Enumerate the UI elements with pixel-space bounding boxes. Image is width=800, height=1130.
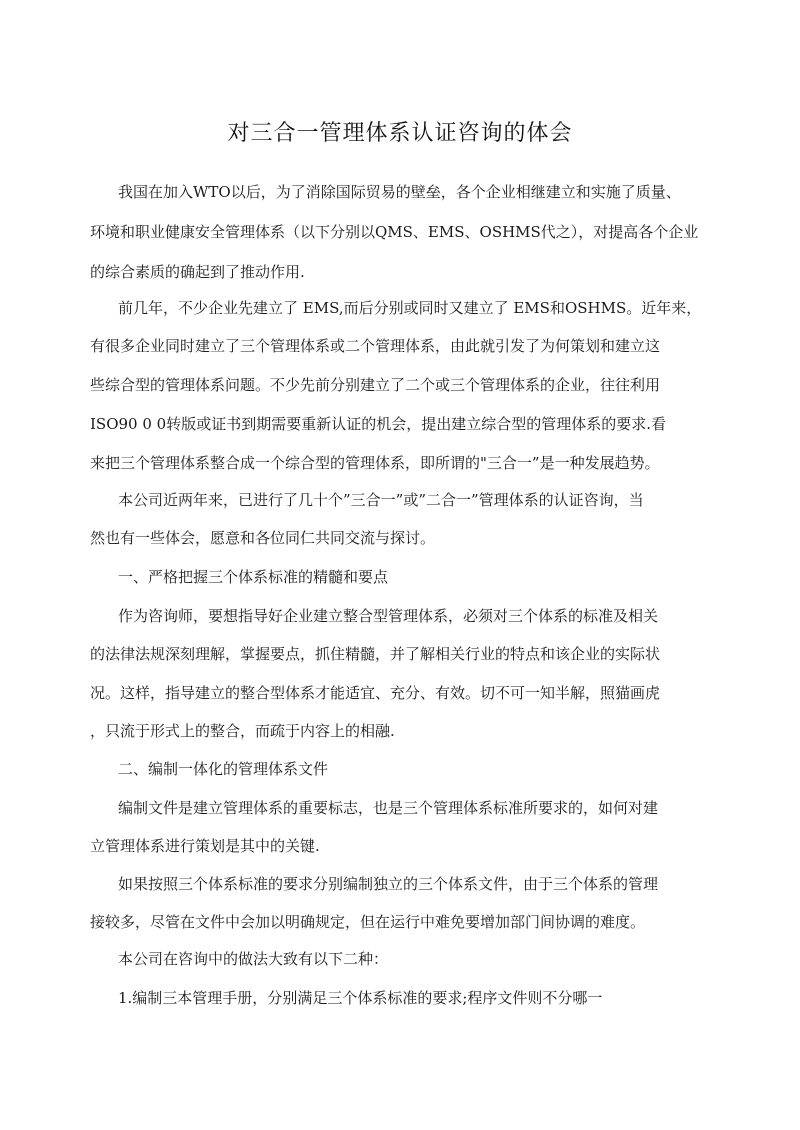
text-line: 的法律法规深刻理解，掌握要点，抓住精髓，并了解相关行业的特点和该企业的实际状 xyxy=(90,645,661,663)
text-line: 然也有一些体会，愿意和各位同仁共同交流与探讨。 xyxy=(90,529,436,547)
text-line: 环境和职业健康安全管理体系（以下分别以QMS、EMS、OSHMS代之），对提高各个企业 xyxy=(90,223,699,241)
section-heading: 二、编制一体化的管理体系文件 xyxy=(118,760,329,778)
document-title: 对三合一管理体系认证咨询的体会 xyxy=(227,121,573,146)
text-line: 的综合素质的确起到了推动作用. xyxy=(90,263,305,281)
text-line: ISO90 0 0转版或证书到期需要重新认证的机会，提出建立综合型的管理体系的要求.看 xyxy=(90,415,666,433)
text-line: 如果按照三个体系标准的要求分别编制独立的三个体系文件，由于三个体系的管理 xyxy=(118,875,659,893)
text-line: 作为咨询师，要想指导好企业建立整合型管理体系，必须对三个体系的标准及相关 xyxy=(118,607,659,625)
text-line: 些综合型的管理体系问题。不少先前分别建立了二个或三个管理体系的企业，往往利用 xyxy=(90,376,661,394)
section-heading: 一、严格把握三个体系标准的精髓和要点 xyxy=(118,568,389,586)
list-item: 1.编制三本管理手册，分别满足三个体系标准的要求;程序文件则不分哪一 xyxy=(118,989,603,1007)
text-line: 有很多企业同时建立了三个管理体系或二个管理体系，由此就引发了为何策划和建立这 xyxy=(90,337,661,355)
text-line: 况。这样，指导建立的整合型体系才能适宜、充分、有效。切不可一知半解，照猫画虎 xyxy=(90,684,661,702)
text-line: 编制文件是建立管理体系的重要标志，也是三个管理体系标准所要求的，如何对建 xyxy=(118,799,659,817)
text-line: 本公司在咨询中的做法大致有以下二种： xyxy=(118,950,389,968)
text-line: 前几年，不少企业先建立了 EMS,而后分别或同时又建立了 EMS和OSHMS。近年来， xyxy=(118,299,702,317)
text-line: ，只流于形式上的整合，而疏于内容上的相融. xyxy=(90,722,395,740)
text-line: 立管理体系进行策划是其中的关键. xyxy=(90,837,320,855)
text-line: 接较多，尽管在文件中会加以明确规定，但在运行中难免要增加部门间协调的难度。 xyxy=(90,913,646,931)
text-line: 本公司近两年来，已进行了几十个”三合一”或”二合一”管理体系的认证咨询，当 xyxy=(118,491,644,509)
text-line: 我国在加入WTO以后，为了消除国际贸易的壁垒，各个企业相继建立和实施了质量、 xyxy=(118,183,681,201)
text-line: 来把三个管理体系整合成一个综合型的管理体系，即所谓的"三合一”是一种发展趋势。 xyxy=(90,454,660,472)
